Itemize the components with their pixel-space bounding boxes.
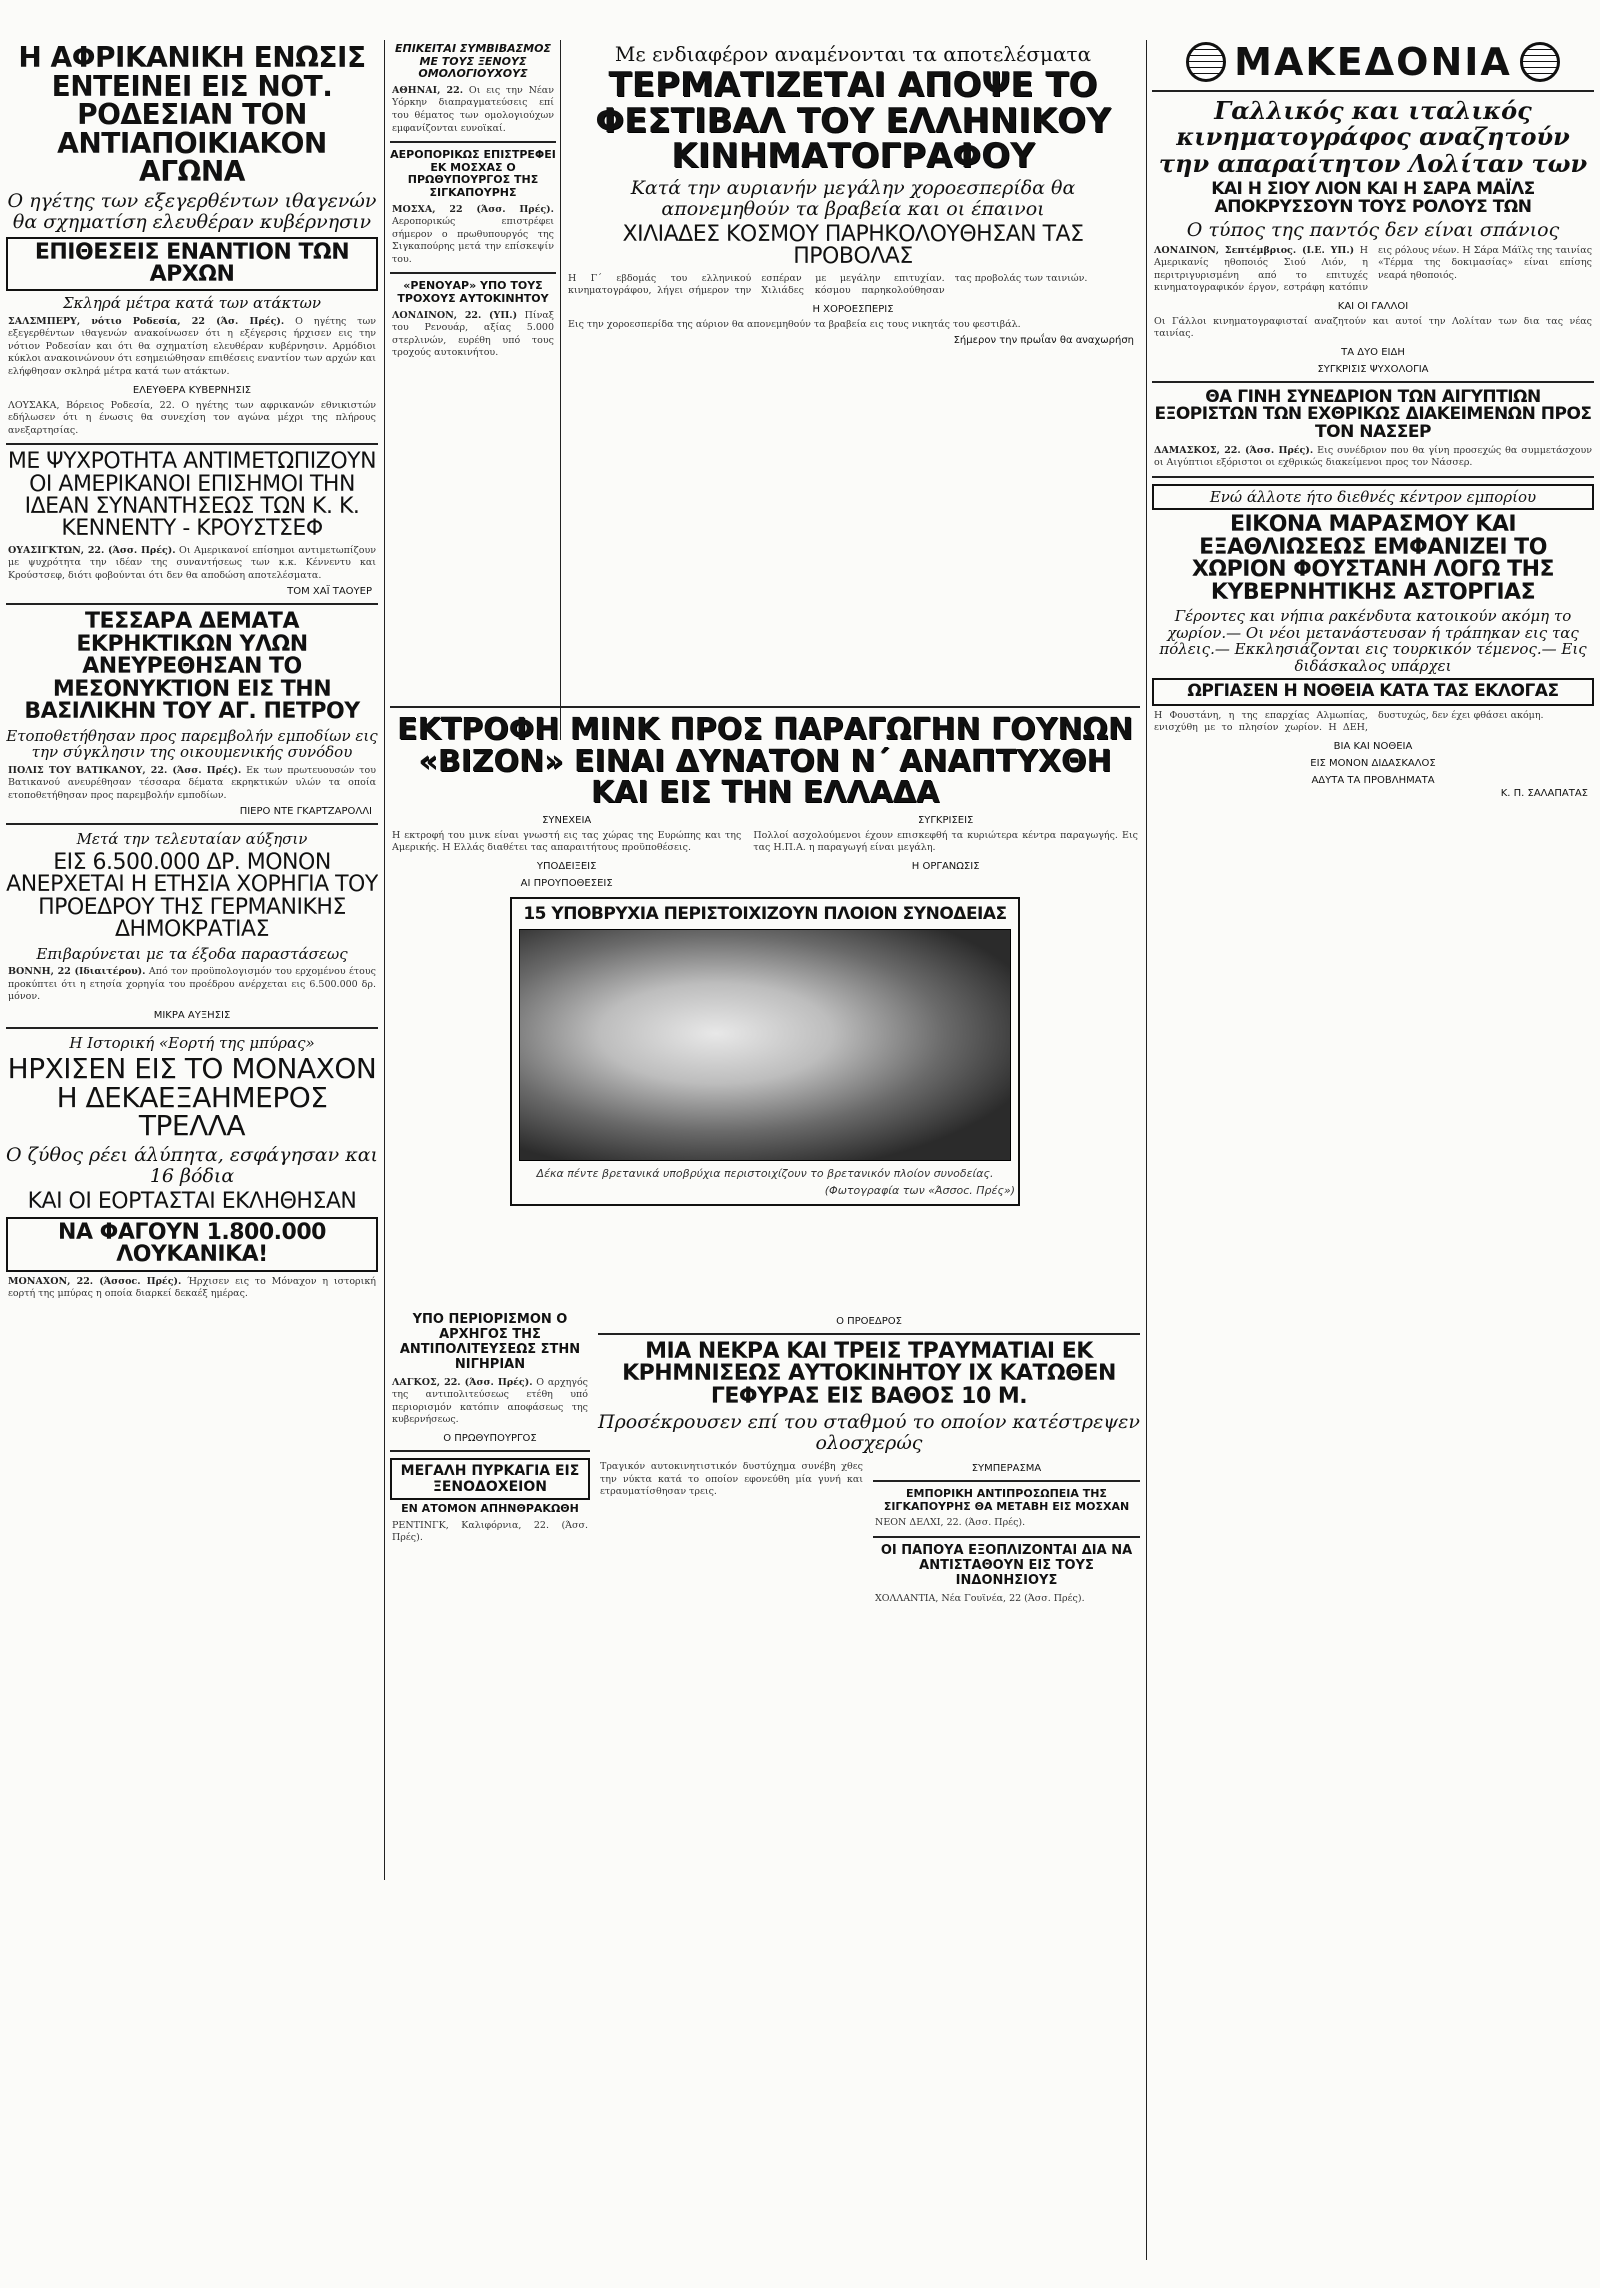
- article-body: [1154, 245, 1592, 295]
- divider: [6, 603, 378, 605]
- headline: ΕΙΚΟΝΑ ΜΑΡΑΣΜΟΥ ΚΑΙ ΕΞΑΘΛΙΩΣΕΩΣ ΕΜΦΑΝΙΖΕΙ ΤΟ ΧΩΡΙΟΝ ΦΟΥΣΤΑΝΗ ΛΟΓΩ ΤΗΣ ΚΥΒΕΡΝΗΤΙΚΗΣ ΑΣΤΟΡΓΙΑΣ: [1191, 512, 1555, 605]
- dateline: ΜΟΣΧΑ, 22 (Άσσ. Πρές).: [392, 203, 554, 215]
- article-body: [392, 85, 554, 135]
- headline: ΕΠΙΚΕΙΤΑΙ ΣΥΜΒΙΒΑΣΜΟΣ ΜΕ ΤΟΥΣ ΞΕΝΟΥΣ ΟΜΟΛΟΓΙΟΥΧΟΥΣ: [394, 42, 551, 81]
- headline: «ΡΕΝΟΥΑΡ» ΥΠΟ ΤΟΥΣ ΤΡΟΧΟΥΣ ΑΥΤΟΚΙΝΗΤΟΥ: [397, 279, 549, 305]
- divider: [873, 1480, 1140, 1482]
- article-body: Οι Γάλλοι κινηματογραφισταί αναζητούν και αυτοί την Λολίταν των δια τας νέας ταινίας.: [1154, 315, 1592, 340]
- section-heading: ΑΔΥΤΑ ΤΑ ΠΡΟΒΛΗΜΑΤΑ: [1311, 774, 1435, 786]
- dateline: ΛΟΝΔΙΝΟΝ, Σεπτέμβριος. (Ι.Ε. ΥΠ.): [1154, 244, 1355, 256]
- byline: ΤΟΜ ΧΑΪ ΤΑΟΥΕΡ: [287, 586, 372, 598]
- section-heading: ΒΙΑ ΚΑΙ ΝΟΘΕΙΑ: [1333, 740, 1413, 752]
- headline: ΜΕ ΨΥΧΡΟΤΗΤΑ ΑΝΤΙΜΕΤΩΠΙΖΟΥΝ ΟΙ ΑΜΕΡΙΚΑΝΟΙ ΕΠΙΣΗΜΟΙ ΤΗΝ ΙΔΕΑΝ ΣΥΝΑΝΤΗΣΕΩΣ ΤΩΝ Κ. Κ. ΚΕΝΝΕΝΤΥ - ΚΡΟΥΣΤΣΕΦ: [7, 449, 377, 542]
- subheadline: Σκληρά μέτρα κατά των ατάκτων: [62, 294, 322, 313]
- body-text: Ο ηγέτης των εξεγερθέντων ιθαγενών ανακοίνωσεν ότι η εξέγερσις ήρχισεν εις την νότιον Ροδεσίαν και ότι θα σχηματίση ελευθέραν κυβέρνησιν. Αρμόδιοι κύκλοι ανακοινώνουν ότι εσημειώθησαν επιθέσεις εναντίον των αρχών και ελήφθησαν σκληρά μέτρα κατά των ατάκτων.: [8, 315, 376, 378]
- body-text: Αεροπορικώς επιστρέφει σήμερον ο πρωθυπουργός της Σιγκαπούρης μετά την επίσκεψίν του.: [392, 216, 554, 265]
- dateline: ΒΟΝΝΗ, 22 (Ιδιαιτέρου).: [8, 966, 146, 978]
- article-kennedy: [6, 451, 378, 597]
- subheadline: Επιβαρύνεται με τα έξοδα παραστάσεως: [36, 944, 348, 963]
- headline: ΚΑΙ Η ΣΙΟΥ ΛΙΟΝ ΚΑΙ Η ΣΑΡΑ ΜΑΪΛΣ ΑΠΟΚΡΥΣΣΟΥΝ ΤΟΥΣ ΡΟΛΟΥΣ ΤΩΝ: [1211, 179, 1535, 217]
- body-text: Οι εις την Νέαν Υόρκην διαπραγματεύσεις επί του θέματος των ομολογιούχων εμφανίζονται ευνοϊκαί.: [392, 84, 555, 134]
- globe-logo-icon: [1520, 42, 1560, 82]
- section-heading: Η ΟΡΓΑΝΩΣΙΣ: [911, 860, 980, 872]
- headline: ΗΡΧΙΣΕΝ ΕΙΣ ΤΟ ΜΟΝΑΧΟΝ Η ΔΕΚΑΕΞΑΗΜΕΡΟΣ ΤΡΕΛΛΑ: [7, 1052, 377, 1143]
- headline: ΝΑ ΦΑΓΟΥΝ 1.800.000 ΛΟΥΚΑΝΙΚΑ!: [6, 1217, 378, 1272]
- masthead-title: ΜΑΚΕΔΟΝΙΑ: [1234, 40, 1512, 84]
- byline: Κ. Π. ΣΑΛΑΠΑΤΑΣ: [1500, 787, 1588, 799]
- article-nasser: [1152, 386, 1594, 470]
- headline: ΜΕΓΑΛΗ ΠΥΡΚΑΓΙΑ ΕΙΣ ΞΕΝΟΔΟΧΕΙΟΝ: [390, 1458, 590, 1500]
- kicker: Ενώ άλλοτε ήτο διεθνές κέντρον εμπορίου: [1152, 484, 1594, 511]
- dateline: ΝΕΟΝ ΔΕΛΧΙ, 22. (Άσσ. Πρές).: [875, 1517, 1026, 1529]
- divider: [1152, 90, 1594, 92]
- body-text: Οι Αμερικανοί επίσημοι αντιμετωπίζουν με ψυχρότητα την ιδέαν της συναντήσεως των κ.κ. Κέννεντυ και Κρούστσεφ, διότι φοβούνται ότι δεν θα αποδώση αποτελέσματα.: [8, 544, 376, 581]
- body-text: Ήρχισεν εις το Μόναχον η ιστορική εορτή της μπύρας η οποία διαρκεί δεκαέξ ημέρας.: [8, 1275, 376, 1300]
- dateline: ΡΕΝΤΙΝΓΚ, Καλιφόρνια, 22. (Άσσ. Πρές).: [392, 1519, 588, 1544]
- divider: [6, 443, 378, 445]
- dateline: ΣΑΛΣΜΠΕΡΥ, νότιο Ροδεσία, 22 (Άσ. Πρές).: [8, 315, 285, 327]
- kicker: Η Ιστορική «Εορτή της μπύρας»: [69, 1033, 315, 1052]
- dateline: ΧΟΛΛΑΝΤΙΑ, Νέα Γουϊνέα, 22 (Άσσ. Πρές).: [875, 1592, 1085, 1604]
- section-heading: ΚΑΙ ΟΙ ΓΑΛΛΟΙ: [1337, 300, 1409, 312]
- photo-caption: Δέκα πέντε βρετανικά υποβρύχια περιστοιχίζουν το βρετανικόν πλοίον συνοδείας.: [536, 1166, 994, 1180]
- headline: ΥΠΟ ΠΕΡΙΟΡΙΣΜΟΝ Ο ΑΡΧΗΓΟΣ ΤΗΣ ΑΝΤΙΠΟΛΙΤΕΥΣΕΩΣ ΣΤΗΝ ΝΙΓΗΡΙΑΝ: [399, 1312, 581, 1372]
- column-rule: [560, 40, 561, 740]
- dateline: ΛΑΓΚΟΣ, 22. (Άσσ. Πρές).: [392, 1376, 533, 1388]
- kicker: Μετά την τελευταίαν αύξησιν: [76, 830, 308, 849]
- article-body: Η Γ΄ εβδομάς του ελληνικού κινηματογράφου, λήγει σήμερον την εσπέραν με μεγάλην επιτυχίαν. Χιλιάδες κόσμου παρηκολούθησαν τας προβολάς των ταινιών.: [568, 272, 1088, 297]
- section-heading: Ο ΠΡΩΘΥΠΟΥΡΓΟΣ: [443, 1432, 537, 1444]
- article-mink: [390, 700, 1140, 1300]
- divider: [598, 1333, 1140, 1335]
- body-text: Εκ των πρωτευουσών του Βατικανού ανευρέθησαν τέσσαρα δέματα εκρηκτικών υλών τα οποία ετοποθετήθησαν προς παρεμβολήν εμποδίων.: [8, 764, 376, 801]
- article-body: ΛΟΥΣΑΚΑ, Βόρειος Ροδεσία, 22. Ο ηγέτης των αφρικανών εθνικιστών εδήλωσεν ότι η ένωσις θα συνεχίση τον αγώνα μέχρι της πλήρους ανεξαρτησίας.: [8, 399, 376, 436]
- body-text: Ο αρχηγός της αντιπολιτεύσεως ετέθη υπό περιορισμόν κατόπιν αποφάσεως της κυβερνήσεως.: [392, 1376, 589, 1426]
- headline: ΕΚΤΡΟΦΗ ΜΙΝΚ ΠΡΟΣ ΠΑΡΑΓΩΓΗΝ ΓΟΥΝΩΝ «ΒΙΖΟΝ» ΕΙΝΑΙ ΔΥΝΑΤΟΝ Ν΄ ΑΝΑΠΤΥΧΘΗ ΚΑΙ ΕΙΣ ΤΗΝ ΕΛΛΑΔΑ: [396, 712, 1134, 810]
- article-body: [8, 545, 376, 583]
- dateline: ΑΘΗΝΑΙ, 22.: [392, 84, 464, 96]
- section-heading: ΑΙ ΠΡΟΥΠΟΘΕΣΕΙΣ: [520, 877, 613, 889]
- column-rule: [384, 40, 385, 1880]
- column-rule: [1146, 40, 1147, 2260]
- column-narrow: [390, 40, 556, 720]
- submarine-photo: [519, 929, 1011, 1161]
- dateline: ΠΟΛΙΣ ΤΟΥ ΒΑΤΙΚΑΝΟΥ, 22. (Άσσ. Πρές).: [8, 764, 242, 776]
- section-heading: Η ΧΟΡΟΕΣΠΕΡΙΣ: [812, 303, 894, 315]
- article-lolita: [1152, 98, 1594, 375]
- article-rhodesia: [6, 41, 378, 437]
- dateline: ΟΥΑΣΙΓΚΤΩΝ, 22. (Άσσ. Πρές).: [8, 544, 176, 556]
- article-body: [8, 966, 376, 1004]
- subheadline: Κατά την αυριανήν μεγάλην χοροεσπερίδα θα απονεμηθούν τα βραβεία και οι έπαινοι: [630, 177, 1076, 220]
- kicker: Με ενδιαφέρον αναμένονται τα αποτελέσματα: [614, 42, 1092, 66]
- article-nigeria: [390, 1310, 590, 1609]
- body-text: Πίναξ του Ρενουάρ, αξίας 5.000 στερλινών, ευρέθη υπό τους τροχούς αυτοκινήτου.: [392, 309, 554, 359]
- section-heading: ΤΑ ΔΥΟ ΕΙΔΗ: [1341, 346, 1405, 358]
- dateline: ΜΟΝΑΧΟΝ, 22. (Άσσοc. Πρές).: [8, 1275, 182, 1287]
- column-left: [6, 40, 378, 2270]
- article-body: [8, 1276, 376, 1301]
- photo-credit: (Φωτογραφία των «Άσσοc. Πρές»): [824, 1183, 1015, 1197]
- divider: [6, 823, 378, 825]
- headline: ΕΜΠΟΡΙΚΗ ΑΝΤΙΠΡΟΣΩΠΕΙΑ ΤΗΣ ΣΙΓΚΑΠΟΥΡΗΣ ΘΑ ΜΕΤΑΒΗ ΕΙΣ ΜΟΣΧΑΝ: [883, 1487, 1130, 1513]
- section-heading: ΣΥΓΚΡΙΣΕΙΣ: [917, 814, 974, 826]
- divider: [1152, 476, 1594, 478]
- headline: ΘΑ ΓΙΝΗ ΣΥΝΕΔΡΙΟΝ ΤΩΝ ΑΙΓΥΠΤΙΩΝ ΕΞΟΡΙΣΤΩΝ ΤΩΝ ΕΧΘΡΙΚΩΣ ΔΙΑΚΕΙΜΕΝΩΝ ΠΡΟΣ ΤΟΝ ΝΑΣΣΕΡ: [1154, 386, 1592, 442]
- article-foustani: [1152, 484, 1594, 799]
- subheadline: ΕΝ ΑΤΟΜΟΝ ΑΠΗΝΘΡΑΚΩΘΗ: [401, 1502, 579, 1516]
- headline: ΚΑΙ ΟΙ ΕΟΡΤΑΣΤΑΙ ΕΚΛΗΘΗΣΑΝ: [27, 1188, 357, 1214]
- section-heading: ΥΠΟΔΕΙΞΕΙΣ: [536, 860, 597, 872]
- headline: ΩΡΓΙΑΣΕΝ Η ΝΟΘΕΙΑ ΚΑΤΑ ΤΑΣ ΕΚΛΟΓΑΣ: [1152, 678, 1594, 705]
- article-body: Εις την χοροεσπερίδα της αύριον θα απονεμηθούν τα βραβεία εις τους νικητάς του φεστιβάλ.: [568, 318, 1021, 330]
- article-german-president: [6, 831, 378, 1020]
- subheadline: Ο ηγέτης των εξεγερθέντων ιθαγενών θα σχηματίση ελευθέραν κυβέρνησιν: [7, 189, 377, 233]
- article-car-crash: [598, 1310, 1140, 1609]
- globe-logo-icon: [1186, 42, 1226, 82]
- article-vatican: [6, 611, 378, 817]
- body-text: Εις συνέδριον που θα γίνη προσεχώς θα συμμετάσχουν οι Αιγύπτιοι εξόριστοι οι εχθρικώς διακείμενοι προς τον Νάσσερ.: [1154, 444, 1593, 469]
- section-heading: ΜΙΚΡΑ ΑΥΞΗΣΙΣ: [153, 1009, 231, 1021]
- masthead: [1152, 40, 1594, 84]
- headline: ΧΙΛΙΑΔΕΣ ΚΟΣΜΟΥ ΠΑΡΗΚΟΛΟΥΘΗΣΑΝ ΤΑΣ ΠΡΟΒΟΛΑΣ: [622, 221, 1084, 270]
- divider: [390, 272, 556, 274]
- dateline: ΛΟΝΔΙΝΟΝ, 22. (ΥΠ.): [392, 309, 518, 321]
- divider: [6, 1027, 378, 1029]
- article-festival: [566, 40, 1140, 720]
- body-text: Η Αμερικανίς ηθοποιός Σιού Λιόν, η περιτριγυρισμένη από το επιτυχές κινηματογραφικόν έργον, εστράφη κατόπιν εις ρόλους νέων. Η Σάρα Μάϊλς της ταινίας «Τέρμα της δοκιμασίας» είναι επίσης νεαρά ηθοποιός.: [1154, 244, 1593, 294]
- article-body: Τραγικόν αυτοκινητιστικόν δυστύχημα συνέβη χθες την νύκτα κατά το οποίον εφονεύθη μία γυνή και ετραυματίσθησαν τρεις.: [600, 1461, 863, 1498]
- section-heading: Ο ΠΡΟΕΔΡΟΣ: [836, 1316, 902, 1327]
- article-body: [392, 204, 554, 267]
- article-body: [1154, 445, 1592, 470]
- headline: ΜΙΑ ΝΕΚΡΑ ΚΑΙ ΤΡΕΙΣ ΤΡΑΥΜΑΤΙΑΙ ΕΚ ΚΡΗΜΝΙΣΕΩΣ ΑΥΤΟΚΙΝΗΤΟΥ ΙΧ ΚΑΤΩΘΕΝ ΓΕΦΥΡΑΣ ΕΙΣ ΒΑΘΟΣ 10 Μ.: [622, 1339, 1116, 1409]
- article-body: [392, 310, 554, 360]
- column-right: [1152, 40, 1594, 2270]
- section-heading: ΣΥΓΚΡΙΣΙΣ ΨΥΧΟΛΟΓΙΑ: [1317, 363, 1429, 375]
- divider: [390, 706, 1140, 708]
- headline: ΕΙΣ 6.500.000 ΔΡ. ΜΟΝΟΝ ΑΝΕΡΧΕΤΑΙ Η ΕΤΗΣΙΑ ΧΟΡΗΓΙΑ ΤΟΥ ΠΡΟΕΔΡΟΥ ΤΗΣ ΓΕΡΜΑΝΙΚΗΣ ΔΗΜΟΚΡΑΤΙΑΣ: [6, 849, 378, 943]
- footnote: Σήμερον την πρωΐαν θα αναχωρήση: [953, 335, 1134, 347]
- column-lower-center: [390, 1310, 1140, 2270]
- headline: ΟΙ ΠΑΠΟΥΑ ΕΞΟΠΛΙΖΟΝΤΑΙ ΔΙΑ ΝΑ ΑΝΤΙΣΤΑΘΟΥΝ ΕΙΣ ΤΟΥΣ ΙΝΔΟΝΗΣΙΟΥΣ: [880, 1542, 1133, 1588]
- divider: [390, 1450, 590, 1452]
- divider: [390, 141, 556, 143]
- divider: [1152, 381, 1594, 383]
- headline: ΕΠΙΘΕΣΕΙΣ ΕΝΑΝΤΙΟΝ ΤΩΝ ΑΡΧΩΝ: [6, 237, 378, 292]
- headline: ΤΕΣΣΑΡΑ ΔΕΜΑΤΑ ΕΚΡΗΚΤΙΚΩΝ ΥΛΩΝ ΑΝΕΥΡΕΘΗΣΑΝ ΤΟ ΜΕΣΟΝΥΚΤΙΟΝ ΕΙΣ ΤΗΝ ΒΑΣΙΛΙΚΗΝ ΤΟΥ ΑΓ. ΠΕΤΡΟΥ: [24, 609, 360, 725]
- subheadline: Ο ζύθος ρέει άλύπητα, εσφάγησαν και 16 βόδια: [6, 1143, 378, 1187]
- photo-box: [510, 897, 1020, 1206]
- photo-title: 15 ΥΠΟΒΡΥΧΙΑ ΠΕΡΙΣΤΟΙΧΙΖΟΥΝ ΠΛΟΙΟΝ ΣΥΝΟΔΕΙΑΣ: [523, 903, 1007, 924]
- section-heading: ΕΛΕΥΘΕΡΑ ΚΥΒΕΡΝΗΣΙΣ: [132, 384, 252, 396]
- headline: ΑΕΡΟΠΟΡΙΚΩΣ ΕΠΙΣΤΡΕΦΕΙ ΕΚ ΜΟΣΧΑΣ Ο ΠΡΩΘΥΠΟΥΡΓΟΣ ΤΗΣ ΣΙΓΚΑΠΟΥΡΗΣ: [390, 148, 556, 199]
- headline: Γαλλικός και ιταλικός κινηματογράφος αναζητούν την απαραίτητον Λολίταν των: [1158, 96, 1588, 178]
- article-body: [8, 765, 376, 803]
- article-body: [8, 316, 376, 379]
- subheadline: Ο τύπος της παντός δεν είναι σπάνιος: [1186, 218, 1560, 241]
- article-body: Πολλοί ασχολούμενοι έχουν επισκεφθή τα κυριώτερα κέντρα παραγωγής. Εις τας Η.Π.Α. η παραγωγή είναι μεγάλη.: [753, 829, 1138, 854]
- article-body: Η Φουστάνη, η της επαρχίας Αλμωπίας, ενισχύθη με το πλησίον χωρίον. Η ΔΕΗ, δυστυχώς, δεν έχει φθάσει ακόμη.: [1154, 709, 1544, 734]
- body-text: Από τον προϋπολογισμόν του ερχομένου έτους προκύπτει ότι η ετησία χορηγία του προέδρου ανέρχεται εις 6.500.000 δρ. μόνον.: [8, 966, 376, 1003]
- article-oktoberfest: [6, 1035, 378, 1301]
- section-heading: ΕΙΣ ΜΟΝΟΝ ΔΙΔΑΣΚΑΛΟΣ: [1310, 757, 1436, 769]
- divider: [873, 1536, 1140, 1538]
- headline: ΤΕΡΜΑΤΙΖΕΤΑΙ ΑΠΟΨΕ ΤΟ ΦΕΣΤΙΒΑΛ ΤΟΥ ΕΛΛΗΝΙΚΟΥ ΚΙΝΗΜΑΤΟΓΡΑΦΟΥ: [595, 65, 1111, 177]
- article-body: Η εκτροφή του μινκ είναι γνωστή εις τας χώρας της Ευρώπης και της Αμερικής. Η Ελλάς διαθέτει τας απαραιτήτους προϋποθέσεις.: [392, 829, 742, 854]
- subheadline: Προσέκρουσεν επί του σταθμού το οποίον κατέστρεψεν ολοσχερώς: [598, 1411, 1140, 1455]
- article-body: [392, 1377, 588, 1427]
- byline: ΠΙΕΡΟ ΝΤΕ ΓΚΑΡΤΖΑΡΟΛΛΙ: [239, 806, 372, 818]
- headline: Η ΑΦΡΙΚΑΝΙΚΗ ΕΝΩΣΙΣ ΕΝΤΕΙΝΕΙ ΕΙΣ ΝΟΤ. ΡΟΔΕΣΙΑΝ ΤΟΝ ΑΝΤΙΑΠΟΙΚΙΑΚΟΝ ΑΓΩΝΑ: [18, 41, 366, 189]
- subheadline: Ετοποθετήθησαν προς παρεμβολήν εμποδίων εις την σύγκλησιν της οικουμενικής συνόδου: [6, 726, 378, 762]
- section-heading: ΣΥΜΠΕΡΑΣΜΑ: [971, 1463, 1042, 1475]
- dateline: ΔΑΜΑΣΚΟΣ, 22. (Άσσ. Πρές).: [1154, 444, 1314, 456]
- subheadline: Γέροντες και νήπια ρακένδυτα κατοικούν ακόμη το χωρίον.— Οι νέοι μετανάστευσαν ή τράπηκαν εις τας πόλεις.— Εκκλησιάζονται εις τουρκικόν τέμενος.— Εις διδάσκαλος υπάρχει: [1159, 607, 1587, 675]
- section-heading: ΣΥΝΕΧΕΙΑ: [542, 814, 592, 826]
